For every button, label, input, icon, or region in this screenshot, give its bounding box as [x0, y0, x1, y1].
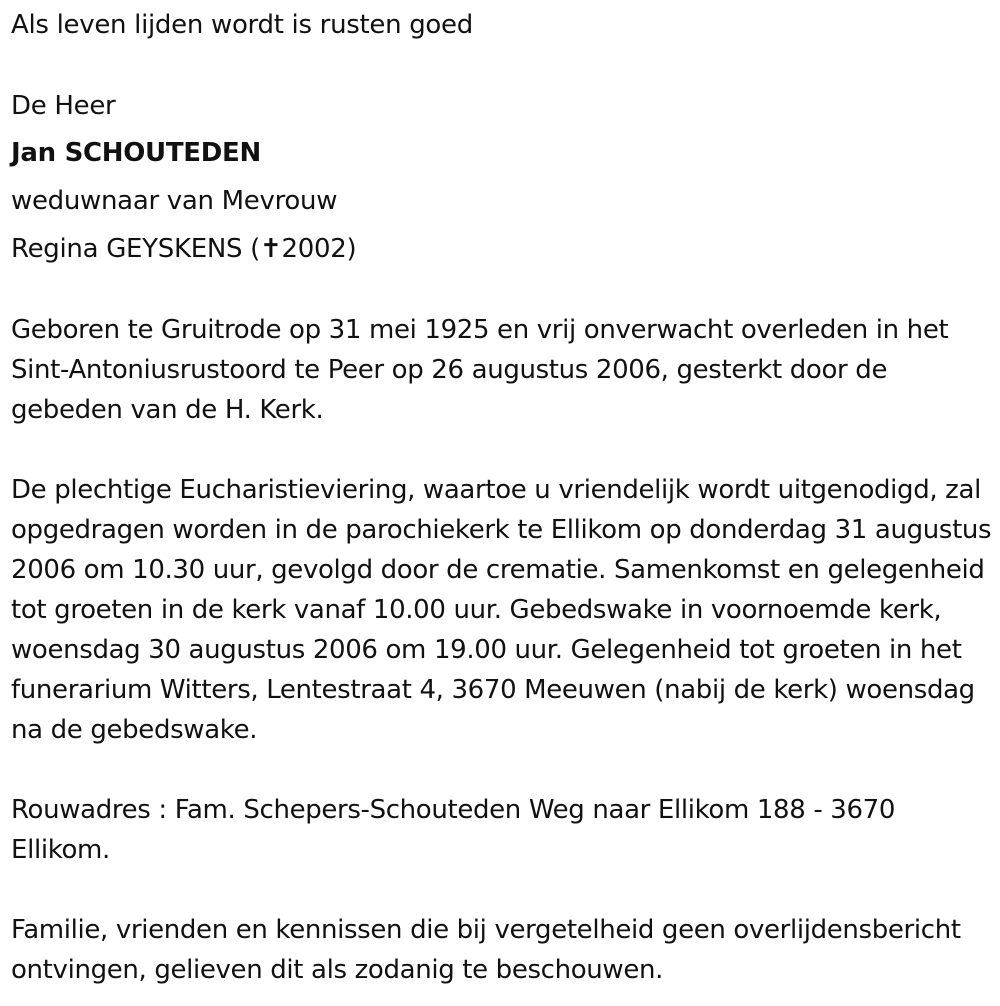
mourning-address: Rouwadres : Fam. Schepers-Schouteden Weg naar Ellikom 188 - 3670 Ellikom.	[11, 795, 896, 865]
widower-of: weduwnaar van Mevrouw	[11, 186, 338, 216]
spouse-name: Regina GEYSKENS (✝2002)	[11, 234, 357, 264]
birth-death-paragraph: Geboren te Gruitrode op 31 mei 1925 en vrij onverwacht overleden in het Sint-Antoniusrustoord te Peer op 26 augustus 2006, gesterkt door de gebeden van de H. Kerk.	[11, 315, 949, 425]
closing-paragraph: Familie, vrienden en kennissen die bij vergetelheid geen overlijdensbericht ontvingen, gelieven dit als zodanig te beschouwen.	[11, 915, 961, 985]
salutation: De Heer	[11, 91, 116, 121]
ceremony-paragraph: De plechtige Eucharistieviering, waartoe u vriendelijk wordt uitgenodigd, zal opgedragen worden in de parochiekerk te Ellikom op donderdag 31 augustus 2006 om 10.30 uur, gevolgd door de crematie. Samenkomst en gelegenheid tot groeten in de kerk vanaf 10.00 uur. Gebedswake in voornoemde kerk, woensdag 30 augustus 2006 om 19.00 uur. Gelegenheid tot groeten in het funerarium Witters, Lentestraat 4, 3670 Meeuwen (nabij de kerk) woensdag na de gebedswake.	[11, 475, 992, 745]
deceased-name: Jan SCHOUTEDEN	[11, 138, 261, 168]
motto: Als leven lijden wordt is rusten goed	[11, 10, 473, 40]
